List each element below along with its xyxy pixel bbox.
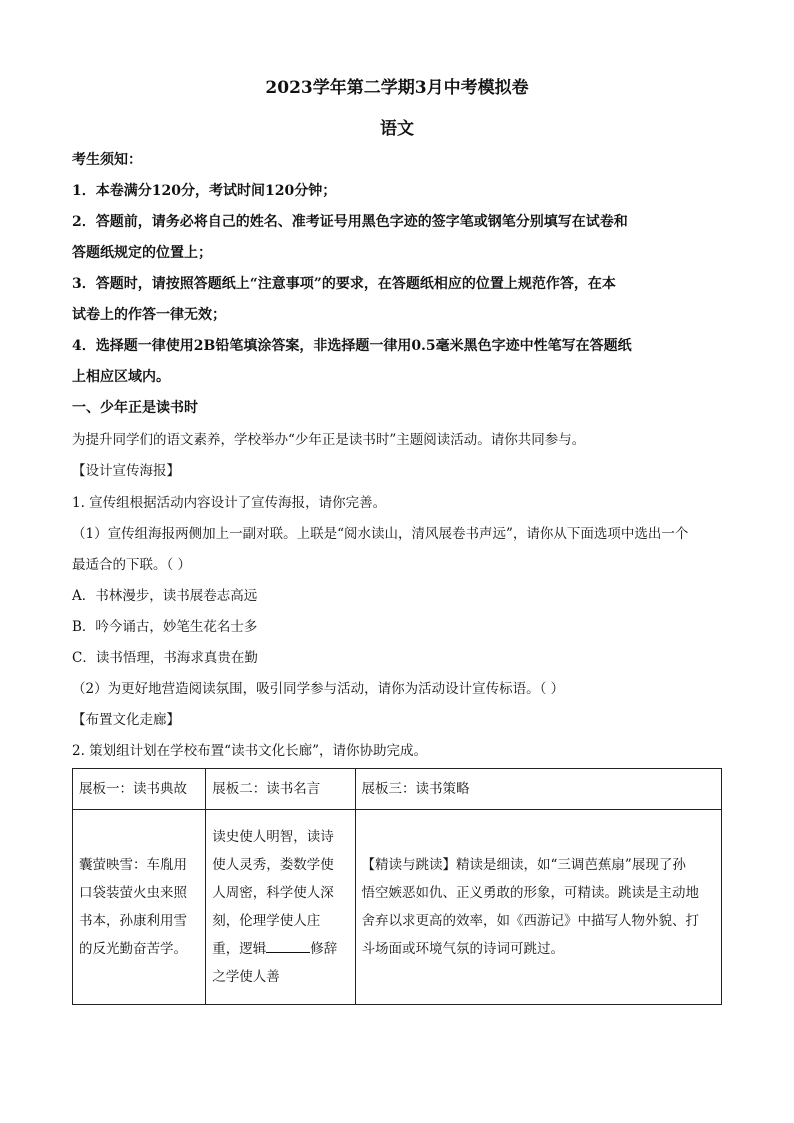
board-2-line: 人周密，科学使人深: [212, 885, 334, 901]
notice-item-2-line-2: 答题纸规定的位置上；: [72, 245, 212, 261]
board-2-quote: [206, 810, 355, 1005]
fill-in-blank: [266, 938, 310, 953]
question-1-2: （2）为更好地营造阅读氛围，吸引同学参与活动，请你为活动设计宣传标语。（ ）: [72, 681, 565, 697]
board-2-line: 使人灵秀，娄数学使: [212, 857, 334, 873]
board-3-line: 悟空嫉恶如仇、正义勇敢的形象，可精读。跳读是主动地: [361, 885, 700, 901]
board-1-line: 书本，孙康利用雪: [79, 913, 187, 929]
header-board-2: 展板二：读书名言: [206, 769, 355, 810]
board-2-line: 读史使人明智，读诗: [212, 829, 334, 845]
header-board-1: 展板一：读书典故: [73, 769, 206, 810]
notice-item-4-line-1: 4．选择题一律使用2B铅笔填涂答案，非选择题一律用0.5毫米黑色字迹中性笔写在答题纸: [72, 338, 632, 354]
notice-item-2-line-1: 2．答题前，请务必将自己的姓名、准考证号用黑色字迹的签字笔或钢笔分别填写在试卷和: [72, 214, 628, 230]
notice-heading: 考生须知：: [72, 152, 142, 168]
subheading-poster: 【设计宣传海报】: [72, 463, 180, 479]
subheading-corridor: 【布置文化走廊】: [72, 712, 180, 728]
notice-item-3-line-1: 3．答题时，请按照答题纸上“注意事项”的要求，在答题纸相应的位置上规范作答，在本: [72, 276, 616, 292]
question-1-1-line-2: 最适合的下联。（ ）: [72, 557, 192, 573]
board-2-blank-before: 重，逻辑: [212, 941, 267, 957]
board-1-allusion: [73, 810, 206, 1005]
board-3-line: 【精读与跳读】精读是细读，如“三调芭蕉扇”展现了孙: [361, 857, 686, 873]
exam-title: 2023学年第二学期3月中考模拟卷: [265, 78, 529, 98]
question-1-1-line-1: （1）宣传组海报两侧加上一副对联。上联是“阅水读山，清风展卷书声远”，请你从下面选项中选出一个: [72, 526, 689, 542]
option-c: C．读书悟理，书海求真贵在勤: [72, 650, 258, 666]
board-2-line-with-blank: [212, 935, 348, 963]
question-1: 1. 宣传组根据活动内容设计了宣传海报，请你完善。: [72, 495, 387, 511]
question-2: 2. 策划组计划在学校布置“读书文化长廊”，请你协助完成。: [72, 743, 427, 759]
option-a: A．书林漫步，读书展卷志高远: [72, 588, 258, 604]
board-1-line: 囊萤映雪：车胤用: [79, 857, 187, 873]
board-3-line: 舍弃以求更高的效率，如《西游记》中描写人物外貌、打: [361, 913, 700, 929]
option-b: B．吟今诵古，妙笔生花名士多: [72, 619, 258, 635]
section-1-intro: 为提升同学们的语文素养，学校举办“少年正是读书时”主题阅读活动。请你共同参与。: [72, 432, 586, 448]
notice-item-4-line-2: 上相应区域内。: [72, 369, 170, 385]
section-1-heading: 一、少年正是读书时: [72, 400, 198, 416]
board-3-strategy: [355, 810, 721, 1005]
header-board-3: 展板三：读书策略: [355, 769, 721, 810]
board-2-blank-after: 修辞: [310, 941, 338, 957]
board-2-line: 之学使人善: [212, 969, 280, 985]
subject-title: 语文: [380, 119, 414, 139]
notice-item-3-line-2: 试卷上的作答一律无效；: [72, 307, 226, 323]
board-2-line: 刻，伦理学使人庄: [212, 913, 321, 929]
table-header-row: [73, 769, 722, 810]
board-1-line: 口袋装萤火虫来照: [79, 885, 187, 901]
board-1-line: 的反光勤奋苦学。: [79, 941, 187, 957]
table-row: [73, 810, 722, 1005]
board-3-line: 斗场面或环境气氛的诗词可跳过。: [361, 941, 565, 957]
notice-item-1: 1．本卷满分120分，考试时间120分钟；: [72, 183, 337, 199]
reading-board-table: [72, 768, 722, 1005]
